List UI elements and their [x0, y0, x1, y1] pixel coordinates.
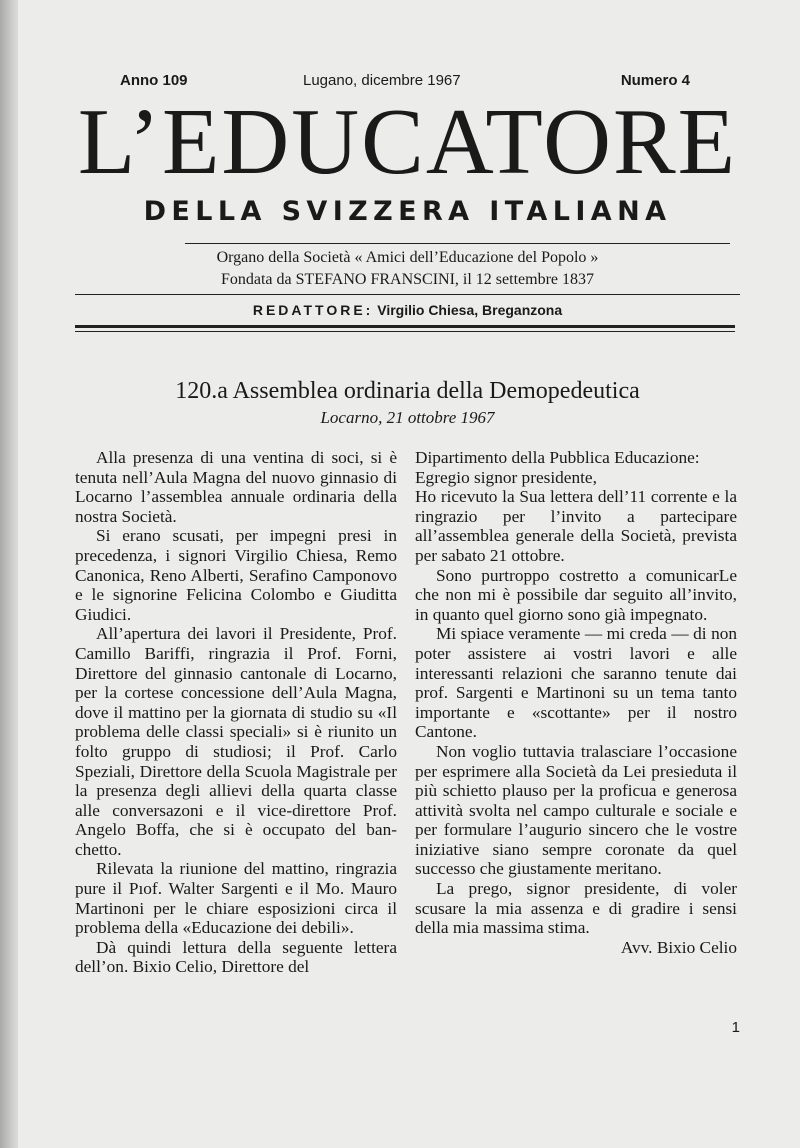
article-right-column — [415, 448, 737, 957]
masthead-title: L’EDUCATORE — [77, 90, 738, 194]
editor-line — [75, 300, 740, 320]
issue-number: Numero 4 — [620, 72, 690, 89]
paragraph: Non voglio tuttavia tralasciare l’occasione per esprimere alla Società da Lei presieduta il più schietto plauso per la proficua e generosa attività svolta nel campo culturale e sociale e per formulare l’augurio sincero che le vostre iniziative siano sempre coronate da quel successo che giustamente meritano. — [415, 741, 737, 879]
organ-line-2: Fondata da STEFANO FRANSCINI, il 12 settembre 1837 — [220, 271, 594, 288]
article-place-date: Locarno, 21 ottobre 1967 — [320, 408, 495, 427]
paragraph: La prego, signor presidente, di voler scusare la mia assenza e di gradire i sensi della mia massima stima. — [415, 879, 737, 938]
paragraph: Mi spiace veramente — mi creda — di non poter assistere ai vostri lavori e alle interessanti relazioni che saranno tenute dai prof. Sargenti e Martinoni su un tema tanto importante e «scottante» per il nostro Cantone. — [415, 624, 737, 742]
rule-thin — [75, 331, 735, 332]
letter-salutation: Egregio signor presidente, — [415, 467, 597, 487]
paragraph: Rilevata la riunione del mattino, ringrazia pure il Pıof. Walter Sargenti e il Mo. Mauro Martinoni per le chiare esposizioni circa il problema della «Educazione dei debili». — [75, 859, 397, 938]
paragraph: Sono purtroppo costretto a comunicarLe che non mi è possibile dar seguito all’invito, in quanto quel giorno sono già impegnato. — [415, 565, 737, 624]
rule-middle — [75, 294, 740, 295]
organ-line-1: Organo della Società « Amici dell’Educazione del Popolo » — [216, 249, 599, 266]
letter-intro: Dipartimento della Pubblica Educazione: — [415, 448, 700, 467]
book-spine-shadow — [0, 0, 18, 1148]
editor-name: Virgilio Chiesa, Breganzona — [377, 302, 563, 318]
paragraph: Si erano scusati, per impegni presi in precedenza, i signori Virgilio Chiesa, Remo Canonica, Reno Alberti, Serafino Camponovo e le signorine Felicina Colombo e Giuditta Giudici. — [75, 526, 397, 624]
masthead-subtitle: DELLA SVIZZERA ITALIANA — [143, 196, 672, 227]
article-title: 120.a Assemblea ordinaria della Demopedeutica — [175, 378, 640, 404]
letter-opening: Ho ricevuto la Sua lettera dell’11 corrente e la ringrazio per l’invito a partecipare all’assemblea generale della Società, prevista per sabato 21 ottobre. — [415, 487, 737, 565]
paragraph: Dà quindi lettura della seguente lettera dell’on. Bixio Celio, Direttore del — [75, 937, 397, 977]
page-number: 1 — [731, 1019, 740, 1036]
paragraph: Alla presenza di una ventina di soci, si è tenuta nell’Aula Magna del nuovo ginnasio di Locarno l’assemblea annuale ordinaria della nostra Società. — [75, 448, 397, 526]
article-left-column — [75, 448, 397, 977]
paragraph: All’apertura dei lavori il Presidente, Prof. Camillo Bariffi, ringrazia il Prof. Forni, Direttore del ginnasio cantonale di Locarno, per la cortese concessione dell’Aula Magna, dove il mattino per la giornata di studio su «Il problema delle classi speciali» si è riunito un folto gruppo di studiosi; il Prof. Carlo Speziali, Direttore della Scuola Magistrale per la presenza degli allievi della quarta classe alle conversazoni e il vice-direttore Prof. Angelo Boffa, che si è occupato del banchetto. — [75, 624, 397, 859]
issue-year: Anno 109 — [120, 72, 188, 89]
rule-thick — [75, 325, 735, 328]
issue-place-date: Lugano, dicembre 1967 — [303, 72, 461, 89]
editor-label: REDATTORE: — [252, 302, 374, 318]
rule-top — [185, 243, 730, 244]
letter-signature: Avv. Bixio Celio — [620, 937, 737, 957]
